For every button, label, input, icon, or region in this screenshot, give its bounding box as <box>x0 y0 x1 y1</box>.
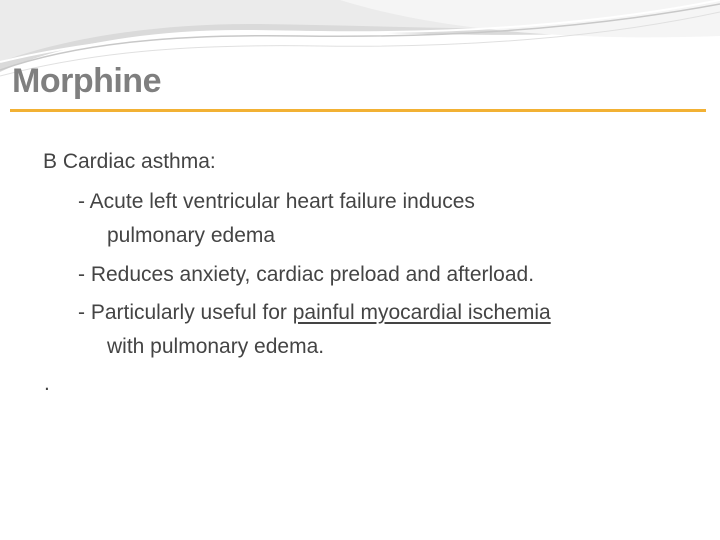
bullet-1-line-1: - Acute left ventricular heart failure induces <box>78 190 475 213</box>
bullet-2: - Reduces anxiety, cardiac preload and afterload. <box>78 263 535 286</box>
bullet-1-line-2: pulmonary edema <box>107 224 276 247</box>
slide-title: Morphine <box>12 62 161 100</box>
bullet-3-line-1 <box>78 297 551 328</box>
bullet-3-line-2: with pulmonary edema. <box>107 335 325 358</box>
section-heading: B Cardiac asthma: <box>43 150 216 173</box>
bullet-3-prefix: - Particularly useful for <box>78 301 293 324</box>
title-underline-rule <box>10 109 706 112</box>
bullet-3-underlined-phrase: painful myocardial ischemia <box>292 301 551 324</box>
trailing-period: . <box>44 372 50 395</box>
